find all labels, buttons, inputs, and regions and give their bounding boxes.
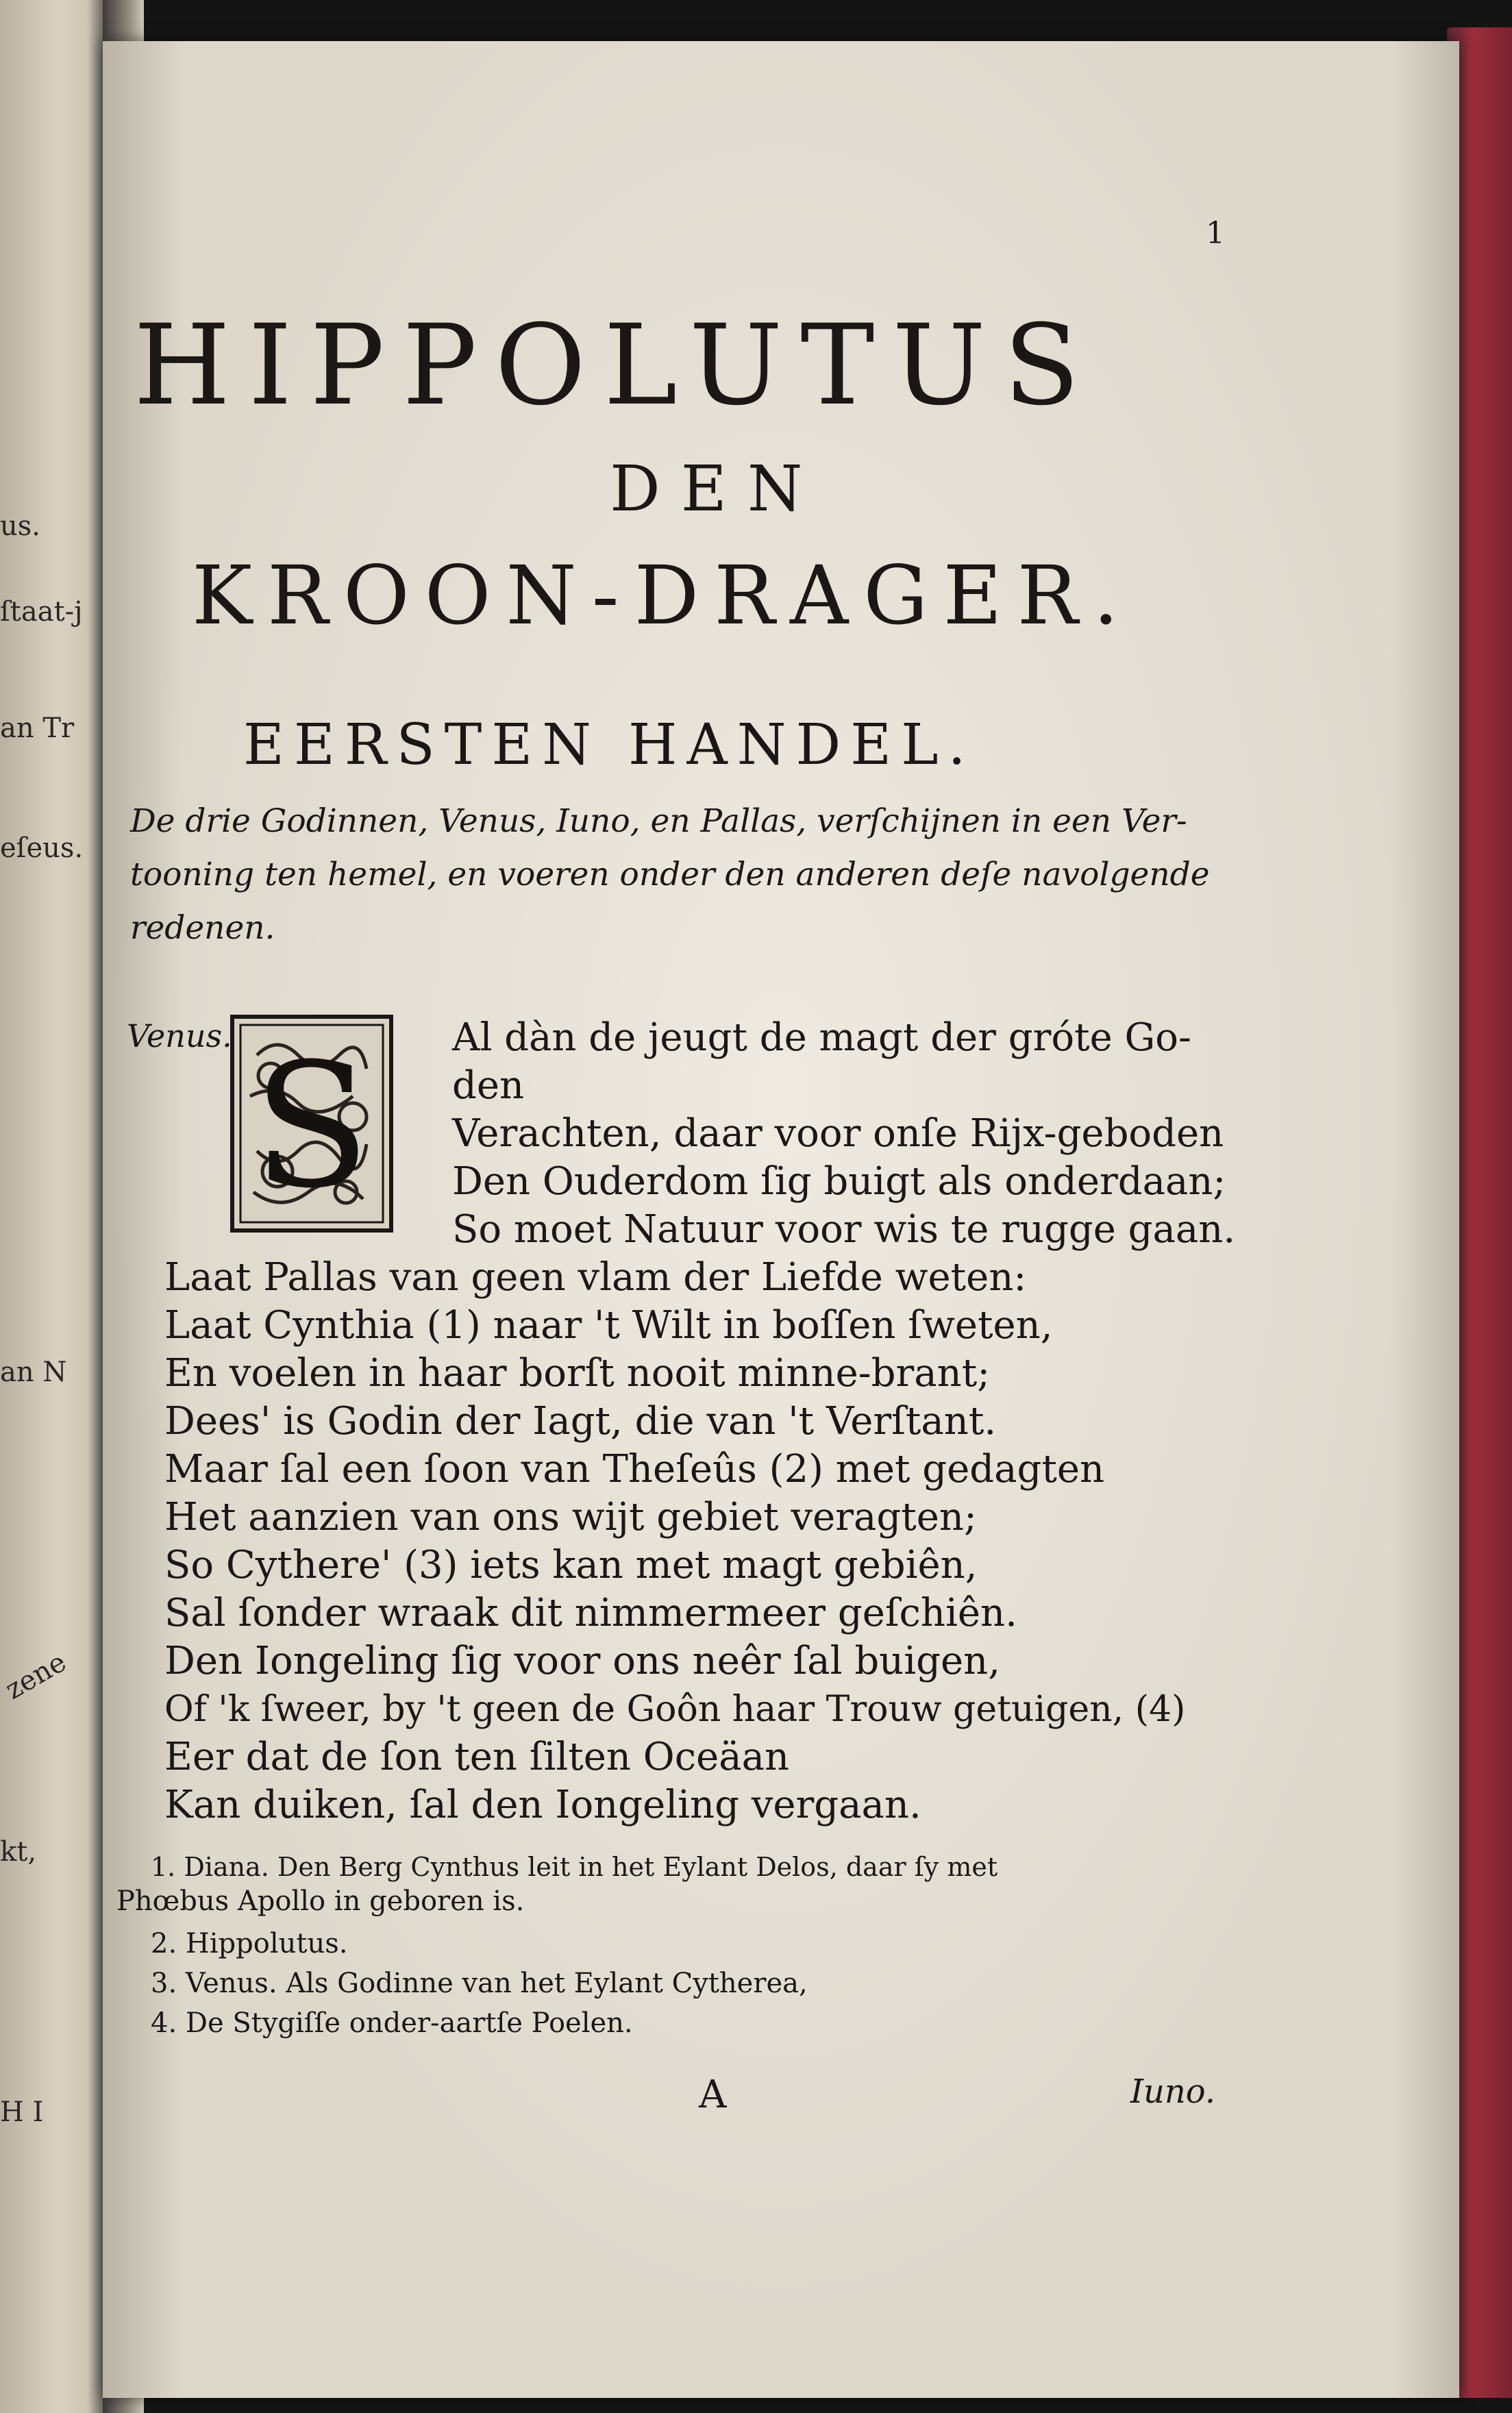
verse-line: Laat Cynthia (1) naar 't Wilt in boſſen ſweten, [164,1303,1053,1348]
verse-line: So moet Natuur voor wis te rugge gaan. [452,1207,1236,1252]
left-page-fragment: an N [0,1357,67,1388]
verse-line: Den Ouderdom ſig buigt als onderdaan; [452,1159,1226,1204]
act-heading: EERSTEN HANDEL. [243,713,976,778]
drop-cap-letter: S [253,1026,371,1226]
left-page-fragment: us. [0,510,41,542]
left-page-fragment: zene [0,1646,72,1706]
verse-line: Maar ſal een ſoon van Theſeûs (2) met gedagten [164,1447,1105,1492]
verse-line: Kan duiken, ſal den Iongeling vergaan. [164,1783,921,1827]
footnote-line: 4. De Stygiſſe onder-aartſe Poelen. [151,2007,633,2039]
stage-direction-line: redenen. [130,909,275,947]
catchword: Iuno. [1130,2072,1216,2111]
footnote-line: 3. Venus. Als Godinne van het Eylant Cytherea, [151,1968,808,1999]
verse-line: Of 'k ſweer, by 't geen de Goôn haar Trouw getuigen, (4) [164,1689,1186,1730]
left-page-fragment: kt, [0,1836,37,1868]
verse-line: Den Iongeling ſig voor ons neêr ſal buigen, [164,1639,1000,1683]
footnote-line: Phœbus Apollo in geboren is. [116,1885,525,1917]
verse-line: Al dàn de jeugt de magt der gróte Go- [452,1015,1191,1060]
play-title: HIPPOLUTUS [134,301,1098,430]
drop-cap-ornament-icon [230,1014,394,1233]
stage-direction-line: tooning ten hemel, en voeren onder den anderen deſe navolgende [130,856,1210,893]
play-subtitle-den: DEN [610,452,823,525]
stage-direction-line: De drie Godinnen, Venus, Iuno, en Pallas, verſchijnen in een Ver- [130,802,1187,840]
left-page-fragment: eſeus. [0,832,84,864]
verse-line: Laat Pallas van geen vlam der Liefde weten: [164,1255,1027,1300]
verse-line: So Cythere' (3) iets kan met magt gebiên, [164,1543,978,1587]
left-page-fragment: an Tr [0,713,75,744]
ornamental-drop-cap [230,1014,394,1233]
page-number: 1 [1206,216,1225,251]
signature-mark: A [699,2072,727,2117]
left-page-fragment: H I [0,2096,44,2128]
verse-line: Sal ſonder wraak dit nimmermeer geſchiên. [164,1591,1017,1635]
verse-line: Dees' is Godin der Iagt, die van 't Verſtant. [164,1399,997,1444]
speaker-name: Venus. [127,1017,232,1054]
footnote-line: 1. Diana. Den Berg Cynthus leit in het Eylant Delos, daar ſy met [151,1852,998,1882]
left-page-fragment: ſtaat-j [0,596,83,628]
book-page [103,41,1459,2398]
verse-line: Eer dat de ſon ten ſilten Oceäan [164,1735,790,1779]
play-subtitle-kroon-drager: KROON-DRAGER. [192,548,1135,643]
verse-line: Verachten, daar voor onſe Rijx-geboden [452,1111,1224,1156]
verse-line: den [452,1063,525,1108]
footnote-line: 2. Hippolutus. [151,1928,348,1959]
verse-line: Het aanzien van ons wijt gebiet veragten; [164,1495,977,1539]
left-facing-page [0,0,103,2413]
verse-line: En voelen in haar borſt nooit minne-brant; [164,1351,991,1396]
